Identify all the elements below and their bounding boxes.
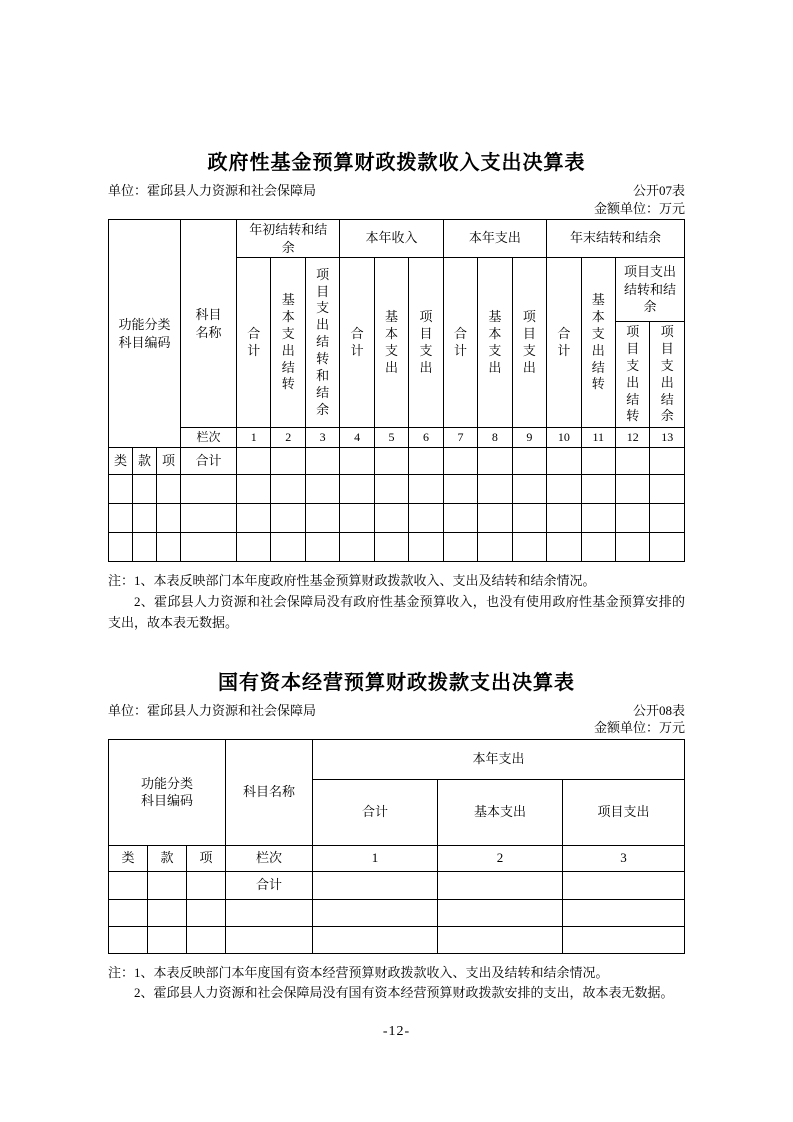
empty-cell xyxy=(237,475,271,504)
empty-cell xyxy=(109,504,133,533)
empty-cell xyxy=(409,475,443,504)
fund-budget-section xyxy=(108,146,685,634)
lanci-number: 3 xyxy=(563,845,685,871)
empty-cell xyxy=(305,533,339,562)
empty-row xyxy=(109,899,685,926)
lanci-number: 2 xyxy=(438,845,563,871)
note-line-1: 注：1、本表反映部门本年度国有资本经营预算财政拨款收入、支出及结转和结余情况。 xyxy=(108,964,609,980)
lanci-number: 1 xyxy=(237,428,271,448)
header-subject-name: 科目名称 xyxy=(226,739,313,845)
empty-cell xyxy=(616,475,650,504)
col-header-basic-carryover: 基本支出结转 xyxy=(581,258,615,428)
lanci-number: 10 xyxy=(547,428,581,448)
empty-cell xyxy=(226,926,313,953)
table1-amount-unit: 金额单位：万元 xyxy=(593,200,685,216)
empty-cell xyxy=(478,504,512,533)
empty-cell xyxy=(187,871,226,899)
empty-cell xyxy=(148,926,187,953)
empty-cell xyxy=(563,926,685,953)
empty-cell xyxy=(650,475,685,504)
code-lei-label: 类 xyxy=(109,448,133,475)
data-cell xyxy=(237,448,271,475)
header-func-code: 功能分类科目编码 xyxy=(109,739,226,845)
data-cell xyxy=(305,448,339,475)
empty-cell xyxy=(133,533,157,562)
note-line-2: 2、霍邱县人力资源和社会保障局没有国有资本经营预算财政拨款安排的支出，故本表无数据。 xyxy=(134,985,674,1001)
lanci-number: 7 xyxy=(443,428,477,448)
column-number-row xyxy=(109,428,685,448)
empty-cell xyxy=(237,533,271,562)
lanci-number: 5 xyxy=(374,428,408,448)
state-capital-table xyxy=(108,739,685,954)
empty-cell xyxy=(374,533,408,562)
table1-notes xyxy=(108,571,685,633)
code-xiang-label: 项 xyxy=(157,448,181,475)
empty-row xyxy=(109,533,685,562)
empty-cell xyxy=(271,533,305,562)
empty-cell xyxy=(148,871,187,899)
lanci-number: 13 xyxy=(650,428,685,448)
empty-cell xyxy=(181,533,237,562)
lanci-number: 12 xyxy=(616,428,650,448)
state-capital-budget-section xyxy=(108,666,685,1005)
data-cell xyxy=(409,448,443,475)
col-header-project-carryover-balance-group: 项目支出结转和结余 xyxy=(616,258,685,322)
col-header-total: 合计 xyxy=(313,779,438,845)
data-cell xyxy=(340,448,374,475)
empty-cell xyxy=(374,475,408,504)
empty-cell xyxy=(109,533,133,562)
empty-row xyxy=(109,926,685,953)
col-header-basic-expense: 基本支出 xyxy=(478,258,512,428)
data-cell xyxy=(563,871,685,899)
col-header-project-carryover: 项目支出结转 xyxy=(616,322,650,428)
empty-cell xyxy=(157,533,181,562)
empty-cell xyxy=(305,475,339,504)
table2-meta-line xyxy=(108,702,685,720)
data-cell xyxy=(581,448,615,475)
data-cell xyxy=(438,871,563,899)
data-cell xyxy=(374,448,408,475)
col-header-project-carryover-balance: 项目支出结转和结余 xyxy=(305,258,339,428)
data-cell xyxy=(271,448,305,475)
empty-cell xyxy=(271,475,305,504)
empty-cell xyxy=(443,475,477,504)
table2-notes xyxy=(108,963,685,1005)
col-header-total: 合计 xyxy=(547,258,581,428)
empty-cell xyxy=(438,926,563,953)
empty-cell xyxy=(313,926,438,953)
empty-cell xyxy=(340,533,374,562)
empty-cell xyxy=(109,475,133,504)
col-header-basic-carryover: 基本支出结转 xyxy=(271,258,305,428)
empty-cell xyxy=(438,899,563,926)
empty-cell xyxy=(547,504,581,533)
lanci-number: 4 xyxy=(340,428,374,448)
table2-unit-label: 单位：霍邱县人力资源和社会保障局 xyxy=(108,702,317,718)
table1-unit-label: 单位：霍邱县人力资源和社会保障局 xyxy=(108,183,317,198)
code-kuan-label: 款 xyxy=(133,448,157,475)
column-number-row xyxy=(109,845,685,871)
empty-cell xyxy=(443,504,477,533)
col-header-project-expense: 项目支出 xyxy=(512,258,546,428)
empty-cell xyxy=(109,899,148,926)
data-cell xyxy=(443,448,477,475)
header-group-year-expense: 本年支出 xyxy=(313,739,685,779)
empty-cell xyxy=(563,899,685,926)
col-header-project-expense: 项目支出 xyxy=(563,779,685,845)
table-row xyxy=(109,220,685,258)
empty-cell xyxy=(581,475,615,504)
empty-cell xyxy=(181,475,237,504)
empty-cell xyxy=(616,533,650,562)
empty-cell xyxy=(109,926,148,953)
empty-cell xyxy=(443,533,477,562)
table1-title: 政府性基金预算财政拨款收入支出决算表 xyxy=(207,152,586,174)
total-row xyxy=(109,871,685,899)
empty-cell xyxy=(340,475,374,504)
empty-cell xyxy=(340,504,374,533)
empty-cell xyxy=(409,504,443,533)
empty-cell xyxy=(650,533,685,562)
table2-amount-unit-line xyxy=(108,719,685,737)
note-line-1: 注：1、本表反映部门本年度政府性基金预算财政拨款收入、支出及结转和结余情况。 xyxy=(108,573,596,589)
empty-cell xyxy=(148,899,187,926)
col-header-total: 合计 xyxy=(443,258,477,428)
empty-cell xyxy=(187,899,226,926)
data-cell xyxy=(650,448,685,475)
empty-cell xyxy=(512,533,546,562)
total-row-label: 合计 xyxy=(181,448,237,475)
empty-cell xyxy=(547,475,581,504)
lanci-number: 11 xyxy=(581,428,615,448)
col-header-total: 合计 xyxy=(340,258,374,428)
lanci-number: 3 xyxy=(305,428,339,448)
code-xiang-label: 项 xyxy=(187,845,226,871)
lanci-number: 8 xyxy=(478,428,512,448)
fund-budget-table xyxy=(108,219,685,562)
lanci-number: 6 xyxy=(409,428,443,448)
table1-form-number: 公开07表 xyxy=(632,183,685,198)
empty-cell xyxy=(547,533,581,562)
empty-cell xyxy=(581,504,615,533)
empty-cell xyxy=(226,899,313,926)
table2-amount-unit: 金额单位：万元 xyxy=(593,720,685,736)
header-group-begin-balance: 年初结转和结余 xyxy=(237,220,340,258)
empty-cell xyxy=(650,504,685,533)
lanci-label: 栏次 xyxy=(181,428,237,448)
empty-cell xyxy=(478,475,512,504)
empty-cell xyxy=(409,533,443,562)
table2-form-number: 公开08表 xyxy=(632,702,685,718)
empty-cell xyxy=(157,504,181,533)
data-cell xyxy=(547,448,581,475)
lanci-number: 2 xyxy=(271,428,305,448)
empty-cell xyxy=(512,504,546,533)
empty-cell xyxy=(157,475,181,504)
empty-cell xyxy=(305,504,339,533)
empty-cell xyxy=(512,475,546,504)
empty-cell xyxy=(109,871,148,899)
data-cell xyxy=(616,448,650,475)
data-cell xyxy=(313,871,438,899)
empty-cell xyxy=(581,533,615,562)
empty-cell xyxy=(313,899,438,926)
header-group-end-balance: 年末结转和结余 xyxy=(547,220,685,258)
table-row xyxy=(109,739,685,779)
header-group-year-income: 本年收入 xyxy=(340,220,443,258)
empty-cell xyxy=(133,504,157,533)
note-line-2: 2、霍邱县人力资源和社会保障局没有政府性基金预算收入，也没有使用政府性基金预算安排的支出，故本表无数据。 xyxy=(108,593,685,630)
empty-row xyxy=(109,475,685,504)
empty-cell xyxy=(374,504,408,533)
empty-cell xyxy=(271,504,305,533)
col-header-project-expense: 项目支出 xyxy=(409,258,443,428)
empty-cell xyxy=(616,504,650,533)
col-header-project-balance: 项目支出结余 xyxy=(650,322,685,428)
header-subject-name: 科目名称 xyxy=(181,220,237,428)
header-group-year-expense: 本年支出 xyxy=(443,220,546,258)
table1-meta-line xyxy=(108,182,685,200)
data-cell xyxy=(478,448,512,475)
total-row xyxy=(109,448,685,475)
lanci-number: 9 xyxy=(512,428,546,448)
table1-amount-unit-line xyxy=(108,200,685,218)
col-header-basic-expense: 基本支出 xyxy=(374,258,408,428)
empty-row xyxy=(109,504,685,533)
empty-cell xyxy=(133,475,157,504)
lanci-number: 1 xyxy=(313,845,438,871)
header-func-code: 功能分类科目编码 xyxy=(109,220,181,448)
empty-cell xyxy=(237,504,271,533)
total-row-label: 合计 xyxy=(226,871,313,899)
data-cell xyxy=(512,448,546,475)
lanci-label: 栏次 xyxy=(226,845,313,871)
col-header-total: 合计 xyxy=(237,258,271,428)
empty-cell xyxy=(478,533,512,562)
code-lei-label: 类 xyxy=(109,845,148,871)
table2-title: 国有资本经营预算财政拨款支出决算表 xyxy=(218,671,575,694)
empty-cell xyxy=(187,926,226,953)
page-number: -12- xyxy=(382,1024,411,1040)
code-kuan-label: 款 xyxy=(148,845,187,871)
col-header-basic-expense: 基本支出 xyxy=(438,779,563,845)
empty-cell xyxy=(181,504,237,533)
